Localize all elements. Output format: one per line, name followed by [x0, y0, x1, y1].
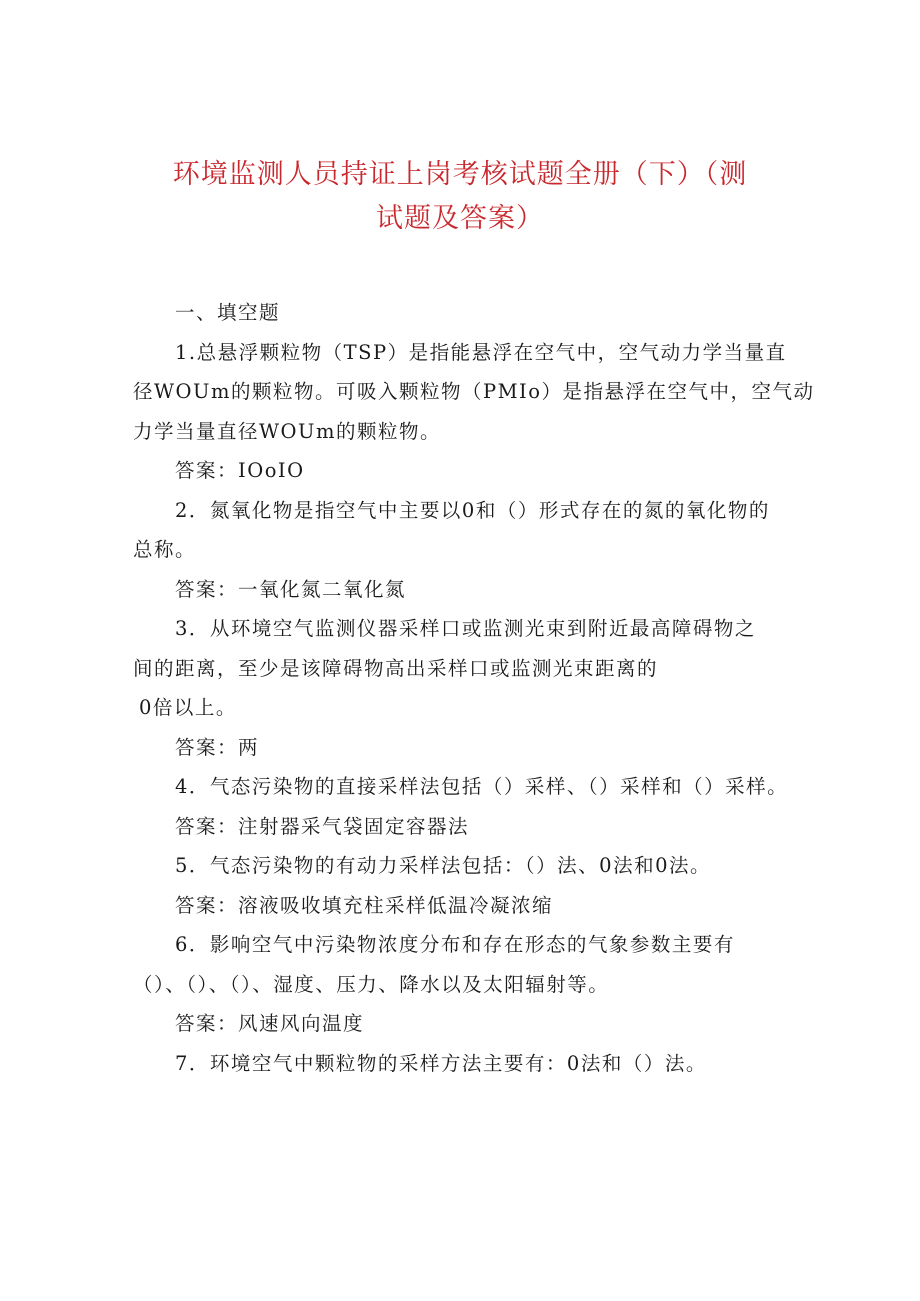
text-line: 5．气态污染物的有动力采样法包括：（）法、0法和0法。: [175, 854, 711, 877]
question-paragraph: [133, 1044, 793, 1084]
answer-paragraph: [133, 886, 793, 926]
text-line: 答案：IOoIO: [175, 459, 305, 482]
answer-paragraph: [133, 1004, 793, 1044]
text-line: 6．影响空气中污染物浓度分布和存在形态的气象参数主要有: [175, 933, 735, 956]
text-line: （）、（）、（）、湿度、压力、降水以及太阳辐射等。: [133, 972, 610, 996]
text-line: 1.总悬浮颗粒物（TSP）是指能悬浮在空气中，空气动力学当量直: [175, 340, 787, 364]
question-paragraph: [133, 491, 793, 570]
text-line: 力学当量直径WOUm的颗粒物。: [133, 419, 441, 443]
text-line: 7．环境空气中颗粒物的采样方法主要有：0法和（）法。: [175, 1051, 707, 1075]
question-paragraph: [133, 767, 793, 807]
text-line: 0倍以上。: [139, 696, 237, 719]
answer-paragraph: [133, 570, 793, 610]
document-title-line-2: 试题及答案）: [376, 203, 544, 234]
text-line: 3．从环境空气监测仪器采样口或监测光束到附近最高障碍物之: [175, 617, 756, 640]
question-paragraph: [133, 846, 793, 886]
answer-paragraph: [133, 728, 793, 768]
section-heading: 一、填空题: [175, 301, 281, 324]
document-body: [133, 293, 815, 1083]
text-line: 答案：两: [175, 735, 260, 759]
text-line: 答案：风速风向温度: [175, 1012, 365, 1035]
text-line: 答案：溶液吸收填充柱采样低温冷凝浓缩: [175, 893, 554, 917]
text-line: 2．氮氧化物是指空气中主要以0和（）形式存在的氮的氧化物的: [175, 498, 770, 522]
question-paragraph: [133, 333, 815, 452]
text-line: 间的距离，至少是该障碍物高出采样口或监测光束距离的: [133, 656, 659, 680]
document-title-line-1: 环境监测人员持证上岗考核试题全册（下）（测: [172, 159, 748, 190]
text-line: 4．气态污染物的直接采样法包括（）采样、（）采样和（）采样。: [175, 775, 789, 798]
question-paragraph: [133, 925, 793, 1004]
answer-paragraph: [133, 451, 793, 491]
text-line: 答案：注射器采气袋固定容器法: [175, 814, 470, 838]
text-line: 答案：一氧化氮二氧化氮: [175, 577, 407, 601]
question-paragraph: [133, 609, 793, 688]
answer-paragraph: [133, 807, 793, 847]
text-line: 总称。: [133, 538, 197, 561]
text-line: 径WOUm的颗粒物。可吸入颗粒物（PMIo）是指悬浮在空气中，空气动: [133, 380, 815, 403]
question-continuation: [133, 688, 793, 728]
